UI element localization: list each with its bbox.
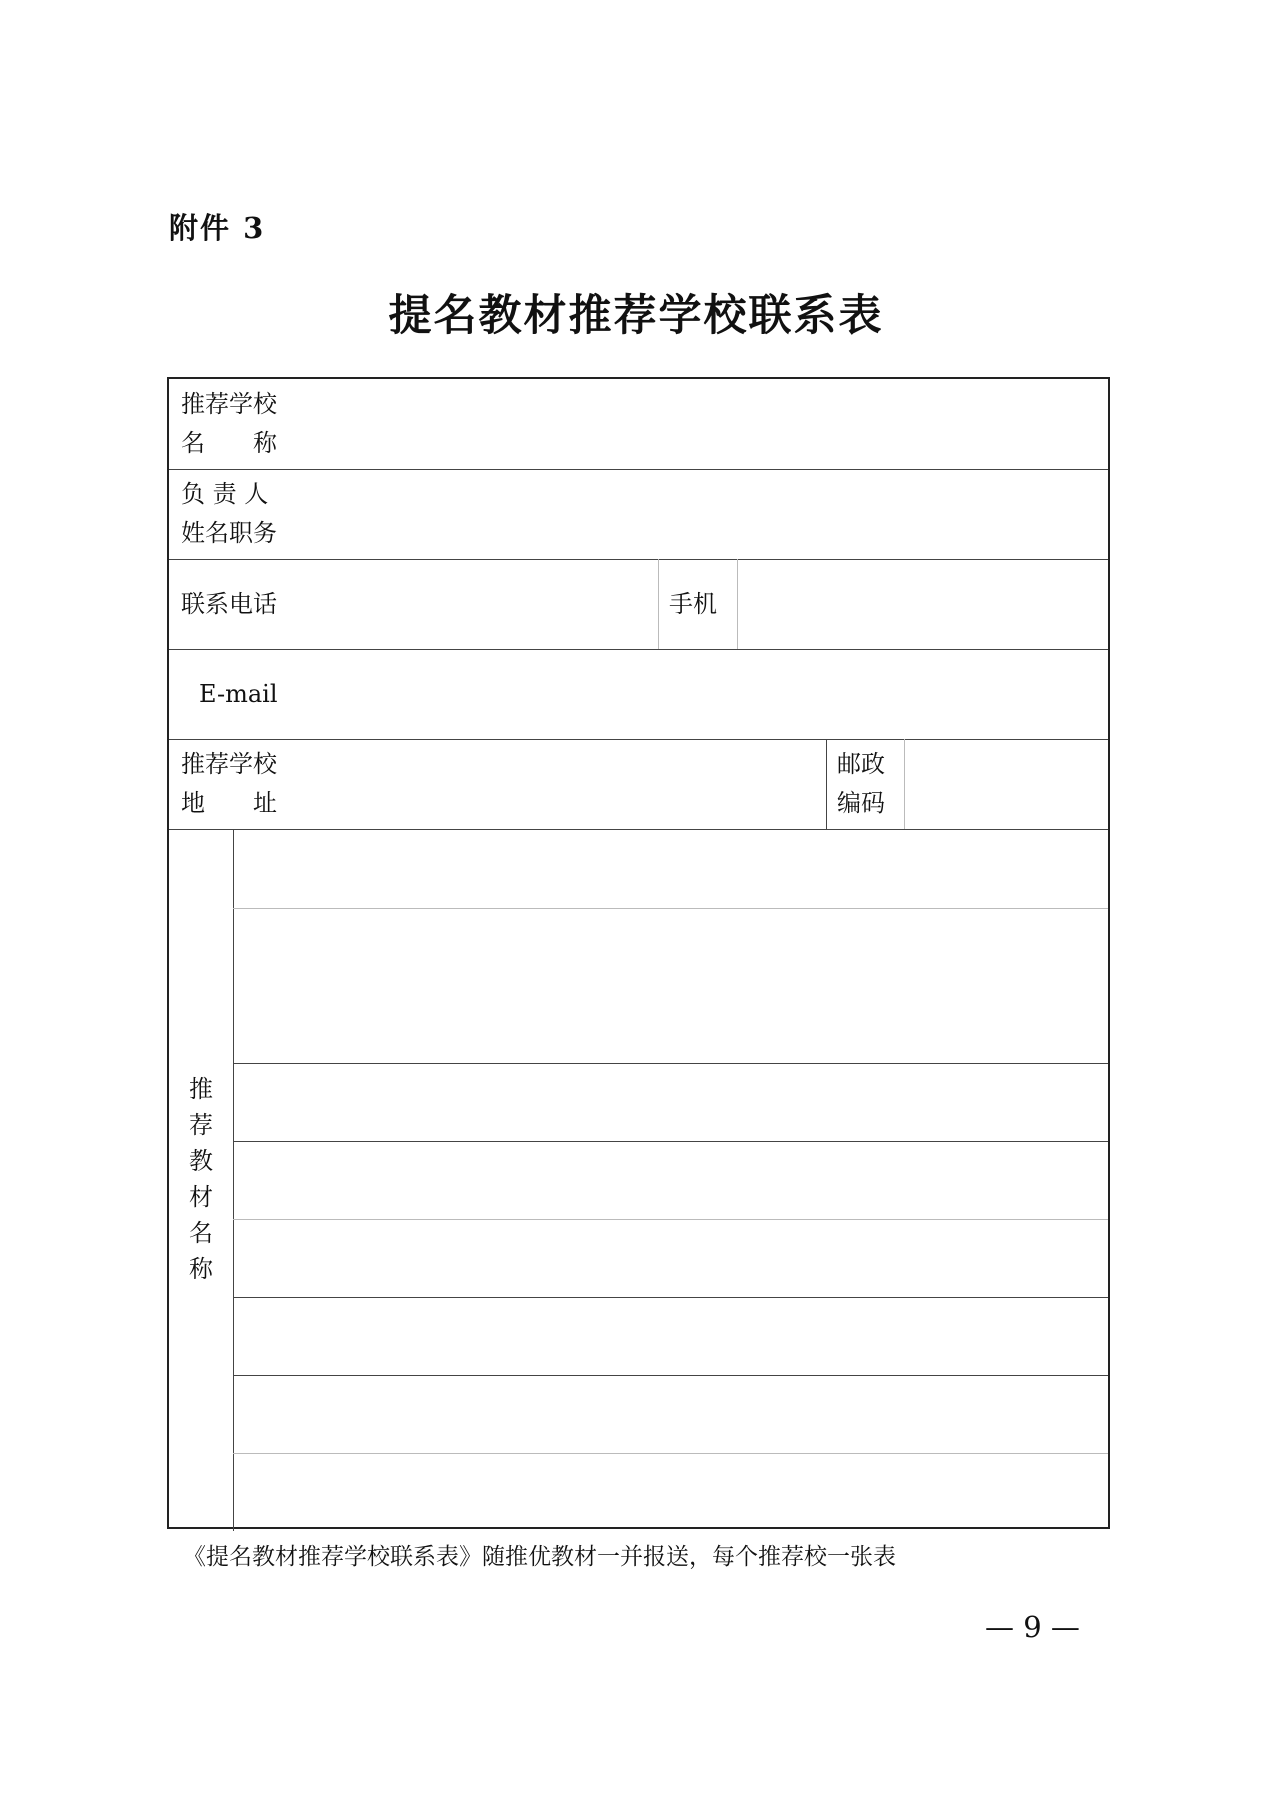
person-in-charge-label: 负 责 人 姓名职务 bbox=[181, 480, 277, 547]
textbook-row-divider bbox=[233, 1297, 1108, 1298]
label-char: 教 bbox=[189, 1147, 213, 1175]
page-number: — 9 — bbox=[985, 1610, 1080, 1644]
textbook-row-divider bbox=[233, 1063, 1108, 1064]
label-char: 推 bbox=[189, 1075, 213, 1103]
textbook-row-divider bbox=[233, 1375, 1108, 1376]
address-label: 推荐学校 地 址 bbox=[181, 750, 277, 817]
contact-form-table bbox=[167, 377, 1110, 1529]
document-title: 提名教材推荐学校联系表 bbox=[388, 291, 884, 341]
textbook-row-divider bbox=[233, 1141, 1108, 1142]
textbook-section-divider bbox=[233, 829, 234, 1531]
footnote: 《提名教材推荐学校联系表》随推优教材一并报送，每个推荐校一张表 bbox=[183, 1544, 896, 1570]
row-divider bbox=[169, 739, 1108, 740]
label-char: 称 bbox=[189, 1255, 213, 1283]
phone-label: 联系电话 bbox=[181, 590, 277, 618]
row-divider bbox=[169, 829, 1108, 830]
textbook-row-divider bbox=[233, 1453, 1108, 1454]
school-name-label: 推荐学校 名 称 bbox=[181, 390, 277, 457]
email-label: E-mail bbox=[199, 680, 278, 708]
postcode-label: 邮政 编码 bbox=[837, 750, 885, 817]
mobile-label: 手机 bbox=[669, 590, 717, 618]
column-divider bbox=[904, 739, 905, 829]
label-char: 材 bbox=[189, 1183, 213, 1211]
row-divider bbox=[169, 649, 1108, 650]
column-divider bbox=[658, 559, 659, 649]
textbook-row-divider bbox=[233, 908, 1108, 909]
row-divider bbox=[169, 469, 1108, 470]
label-char: 荐 bbox=[189, 1111, 213, 1139]
textbook-row-divider bbox=[233, 1219, 1108, 1220]
textbook-names-label bbox=[169, 1071, 233, 1287]
attachment-label: 附件 3 bbox=[169, 211, 266, 245]
column-divider bbox=[826, 739, 827, 829]
row-divider bbox=[169, 559, 1108, 560]
label-char: 名 bbox=[189, 1219, 213, 1247]
column-divider bbox=[737, 559, 738, 649]
